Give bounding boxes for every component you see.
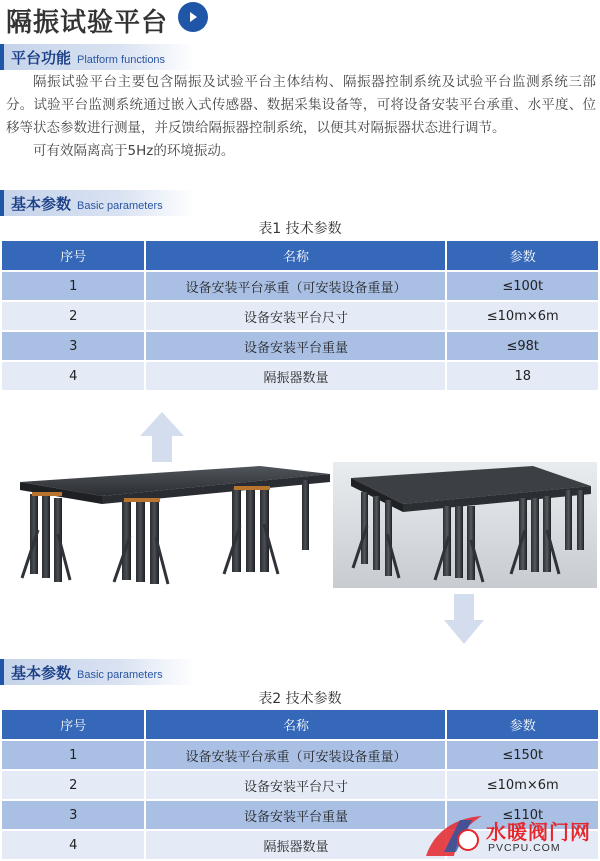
cell-index: 1 (2, 272, 144, 300)
cell-name: 设备安装平台重量 (146, 332, 445, 360)
platform-model-image-2 (333, 462, 597, 588)
cell-index: 2 (2, 771, 144, 799)
cell-name: 隔振器数量 (146, 831, 445, 859)
cell-index: 3 (2, 801, 144, 829)
table-2-caption: 表2 技术参数 (258, 691, 342, 707)
section-heading-en: Basic parameters (77, 669, 163, 681)
cell-name: 隔振器数量 (146, 362, 445, 390)
header-param: 参数 (447, 710, 598, 739)
cell-name: 设备安装平台尺寸 (146, 302, 445, 330)
page-title: 隔振试验平台 (6, 8, 169, 38)
description-paragraph-1: 隔振试验平台主要包含隔振及试验平台主体结构、隔振器控制系统及试验平台监测系统三部分。试验平台监测系统通过嵌入式传感器、数据采集设备等，可将设备安装平台承重、水平度、位移等状态参数进行测量，并反馈给隔振器控制系统，以便其对隔振器状态进行调节。 (6, 74, 596, 136)
section-heading-platform-functions (0, 44, 195, 70)
cell-name: 设备安装平台承重（可安装设备重量） (146, 272, 445, 300)
table-header-row (2, 710, 598, 739)
cell-name: 设备安装平台尺寸 (146, 771, 445, 799)
header-index: 序号 (2, 241, 144, 270)
cell-index: 4 (2, 362, 144, 390)
play-button[interactable] (178, 2, 208, 32)
table-1-caption: 表1 技术参数 (258, 221, 342, 237)
table-row (2, 741, 598, 769)
description-paragraph-2: 可有效隔离高于5Hz的环境振动。 (33, 143, 235, 159)
cell-param: ≤110t (447, 801, 598, 829)
section-heading-basic-parameters-2 (0, 659, 195, 685)
table-row (2, 362, 598, 390)
cell-param: ≤10m×6m (447, 771, 598, 799)
cell-index: 3 (2, 332, 144, 360)
cell-index: 1 (2, 741, 144, 769)
table-row (2, 302, 598, 330)
section-heading-basic-parameters-1 (0, 190, 195, 216)
header-index: 序号 (2, 710, 144, 739)
platform-model-image-1 (12, 460, 330, 585)
cell-param: ≤150t (447, 741, 598, 769)
cell-name: 设备安装平台重量 (146, 801, 445, 829)
table-row (2, 272, 598, 300)
cell-param: ≤98t (447, 332, 598, 360)
cell-name: 设备安装平台承重（可安装设备重量） (146, 741, 445, 769)
header-name: 名称 (146, 710, 445, 739)
section-heading-zh: 平台功能 (11, 49, 72, 67)
section-heading-en: Platform functions (77, 54, 166, 66)
platform-description (6, 71, 596, 163)
section-heading-en: Basic parameters (77, 200, 163, 212)
cell-index: 2 (2, 302, 144, 330)
watermark-title: 水暖阀门网 (486, 820, 591, 844)
play-icon (186, 10, 200, 24)
table-row (2, 332, 598, 360)
watermark-url: PVCPU.COM (488, 842, 561, 854)
cell-param: ≤100t (447, 272, 598, 300)
cell-param: 18 (447, 362, 598, 390)
section-heading-zh: 基本参数 (11, 195, 72, 213)
header-name: 名称 (146, 241, 445, 270)
spec-table-1 (0, 239, 600, 392)
cell-index: 4 (2, 831, 144, 859)
table-header-row (2, 241, 598, 270)
table-row (2, 771, 598, 799)
section-heading-zh: 基本参数 (11, 664, 72, 682)
arrow-down-icon (444, 594, 484, 644)
header-param: 参数 (447, 241, 598, 270)
cell-param: ≤10m×6m (447, 302, 598, 330)
arrow-up-icon (140, 412, 184, 462)
